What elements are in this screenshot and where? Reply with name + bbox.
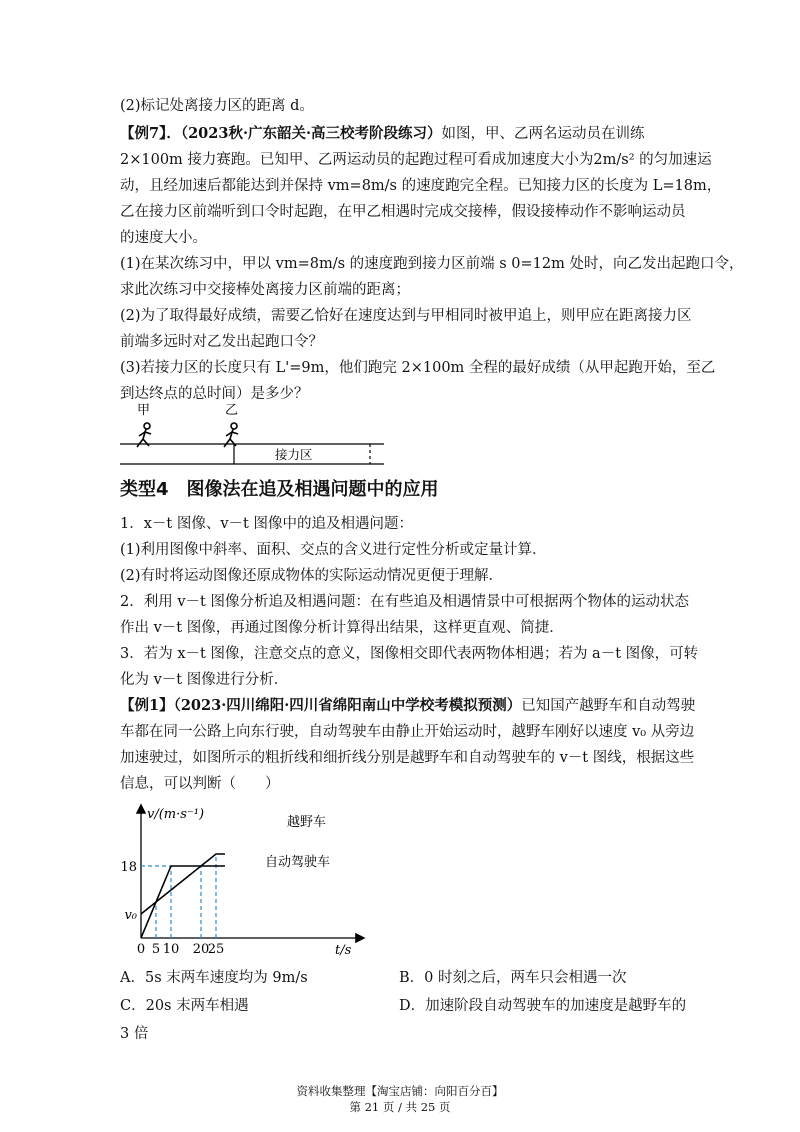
footer-page-number: 第 21 页 / 共 25 页 — [349, 1100, 451, 1114]
example1-line-3: 信息，可以判断（ ） — [120, 776, 280, 792]
intro-line: (2)标记处离接力区的距离 d。 — [120, 98, 314, 114]
body-line-3: 2．利用 v－t 图像分析追及相遇问题：在有些追及相遇情景中可根据两个物体的运动状态 — [120, 594, 689, 610]
body-line-2: (2)有时将运动图像还原成物体的实际运动情况更便于理解． — [120, 568, 504, 584]
example1-line-2: 加速驶过，如图所示的粗折线和细折线分别是越野车和自动驾驶车的 v－t 图线，根据这些 — [120, 750, 695, 766]
example7-line-10: 到达终点的总时间）是多少？ — [120, 386, 309, 402]
example7-line-6: 求此次练习中交接棒处离接力区前端的距离； — [120, 282, 410, 298]
series-label-autonomous: 自动驾驶车 — [265, 855, 331, 870]
series-label-offroad: 越野车 — [287, 815, 327, 830]
example7-line-3: 乙在接力区前端听到口令时起跑，在甲乙相遇时完成交接棒，假设接棒动作不影响运动员 — [120, 204, 686, 220]
body-line-1: (1)利用图像中斜率、面积、交点的含义进行定性分析或定量计算． — [120, 542, 547, 558]
example7-line-7: (2)为了取得最好成绩，需要乙恰好在速度达到与甲相同时被甲追上，则甲应在距离接力区 — [120, 308, 692, 324]
body-line-0: 1．x－t 图像、v－t 图像中的追及相遇问题： — [120, 516, 413, 532]
label-yi: 乙 — [225, 403, 239, 418]
example7-line-9: (3)若接力区的长度只有 L'=9m，他们跑完 2×100m 全程的最好成绩（从甲起跑开始，至乙 — [120, 360, 716, 376]
option-a[interactable]: A．5s 末两车速度均为 9m/s — [120, 970, 308, 986]
x-tick-20: 20 — [192, 942, 210, 957]
x-tick-10: 10 — [162, 942, 180, 957]
example7-line-8: 前端多远时对乙发出起跑口令？ — [120, 334, 323, 350]
example7-line-0: 如图，甲、乙两名运动员在训练 — [441, 126, 645, 142]
option-d-continued: 3 倍 — [120, 1026, 149, 1042]
runner-yi-icon — [224, 423, 238, 447]
option-b[interactable]: B．0 时刻之后，两车只会相遇一次 — [399, 970, 627, 986]
vt-chart — [115, 800, 375, 960]
x-tick-5: 5 — [151, 942, 161, 957]
body-line-6: 化为 v－t 图像进行分析． — [120, 672, 289, 688]
y-tick-18: 18 — [120, 860, 137, 875]
example1-first-line — [120, 696, 695, 716]
series-line-autonomous — [141, 866, 225, 938]
zone-label: 接力区 — [275, 447, 313, 462]
example7-line-1: 2×100m 接力赛跑。已知甲、乙两运动员的起跑过程可看成加速度大小为2m/s² 的匀加速运 — [120, 152, 712, 168]
example7-line-4: 的速度大小。 — [120, 230, 207, 246]
example1-line-0: 已知国产越野车和自动驾驶 — [521, 698, 696, 714]
example1-tag: 【例1】（2023·四川绵阳·四川省绵阳南山中学校考模拟预测） — [120, 697, 522, 714]
example7-line-5: (1)在某次练习中，甲以 vm=8m/s 的速度跑到接力区前端 s 0=12m 处时，向乙发出起跑口令， — [120, 256, 744, 272]
option-d[interactable]: D．加速阶段自动驾驶车的加速度是越野车的 — [399, 998, 687, 1014]
x-axis-label: t/s — [335, 943, 352, 958]
series-line-offroad — [141, 854, 225, 914]
runner-jia-icon — [137, 423, 151, 447]
y-axis-label: v/(m·s⁻¹) — [147, 807, 205, 822]
body-line-4: 作出 v－t 图像，再通过图像分析计算得出结果，这样更直观、简捷． — [120, 620, 564, 636]
x-tick-25: 25 — [207, 942, 225, 957]
label-jia: 甲 — [137, 403, 151, 418]
section-heading: 类型4 图像法在追及相遇问题中的应用 — [120, 479, 439, 500]
footer-source: 资料收集整理【淘宝店铺：向阳百分百】 — [296, 1084, 504, 1098]
example7-tag: 【例7】．（2023秋·广东韶关·高三校考阶段练习） — [120, 125, 442, 142]
y-tick-v0: v₀ — [124, 908, 137, 923]
example7-first-line — [120, 124, 645, 144]
example7-line-2: 动，且经加速后都能达到并保持 vm=8m/s 的速度跑完全程。已知接力区的长度为 L=18m， — [120, 178, 722, 194]
body-line-5: 3．若为 x－t 图像，注意交点的意义，图像相交即代表两物体相遇；若为 a－t 图像，可转 — [120, 646, 699, 662]
option-c[interactable]: C．20s 末两车相遇 — [120, 998, 249, 1014]
x-tick-0: 0 — [136, 942, 146, 957]
relay-figure — [118, 398, 388, 468]
example1-line-1: 车都在同一公路上向东行驶，自动驾驶车由静止开始运动时，越野车刚好以速度 v₀ 从旁边 — [120, 724, 695, 740]
